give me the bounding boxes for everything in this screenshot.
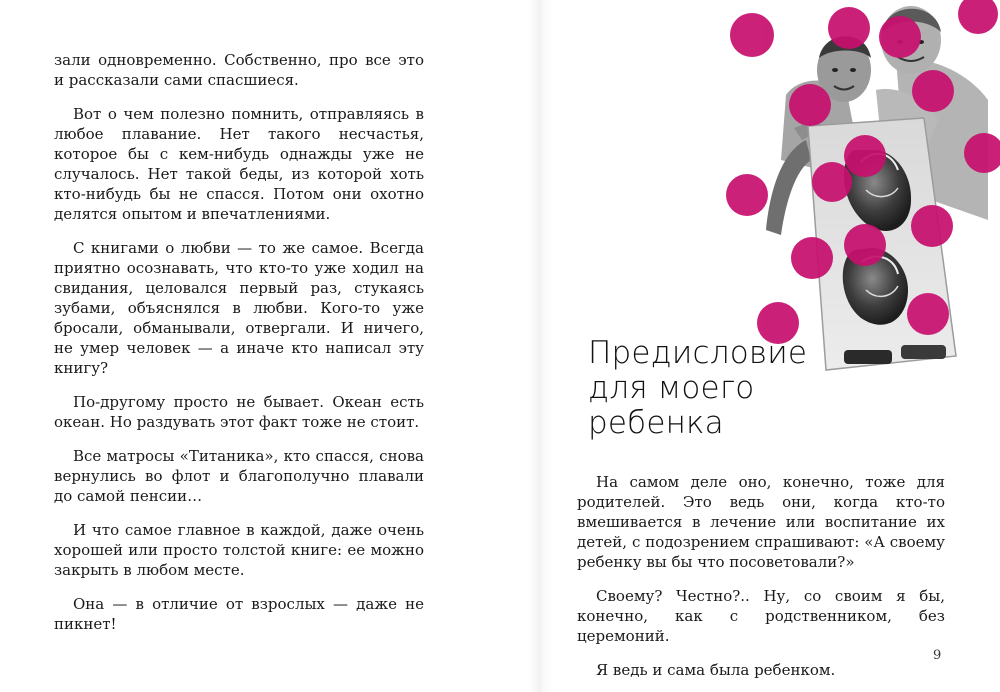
- right-text-column: [577, 472, 945, 680]
- paragraph: И что самое главное в каждой, даже очень хорошей или просто толстой книге: ее можно закрыть в любом месте.: [54, 521, 424, 579]
- paragraph: Я ведь и сама была ребенком.: [596, 661, 836, 679]
- page-number: 9: [933, 648, 942, 663]
- left-text-column: [54, 50, 424, 634]
- book-gutter: [528, 0, 554, 692]
- paragraph: С книгами о любви — то же самое. Всегда приятно осознавать, что кто-то уже ходил на свидания, целовался первый раз, стукаясь зубами, объяснялся в любви. Кого-то уже бросали, обманывали, отвергали. И ничего, не умер человек — а иначе кто написал эту книгу?: [54, 239, 424, 377]
- paragraph: зали одновременно. Собственно, про все это и рассказали сами спасшиеся.: [54, 51, 424, 89]
- paragraph: Вот о чем полезно помнить, отправляясь в любое плавание. Нет такого несчастья, которое бы с кем-нибудь однажды уже не случалось. Нет такой беды, из которой хоть кто-нибудь бы не спасся. Потом они охотно делятся опытом и впечатлениями.: [54, 105, 424, 223]
- paragraph: На самом деле оно, конечно, тоже для родителей. Это ведь они, когда кто-то вмешивается в лечение или воспитание их детей, с подозрением спрашивают: «А своему ребенку вы бы что посоветовали?»: [577, 473, 945, 571]
- paragraph: Она — в отличие от взрослых — даже не пикнет!: [54, 595, 424, 633]
- page-heading: Предисловие для моего ребенка: [588, 335, 808, 441]
- paragraph: По-другому просто не бывает. Океан есть океан. Но раздувать этот факт тоже не стоит.: [54, 393, 424, 431]
- paragraph: Своему? Честно?.. Ну, со своим я бы, конечно, как с родственником, без церемоний.: [577, 587, 945, 645]
- right-page: [541, 0, 1000, 692]
- paragraph: Все матросы «Титаника», кто спасся, снова вернулись во флот и благополучно плавали до самой пенсии…: [54, 447, 424, 505]
- collage-illustration: [726, 0, 1000, 380]
